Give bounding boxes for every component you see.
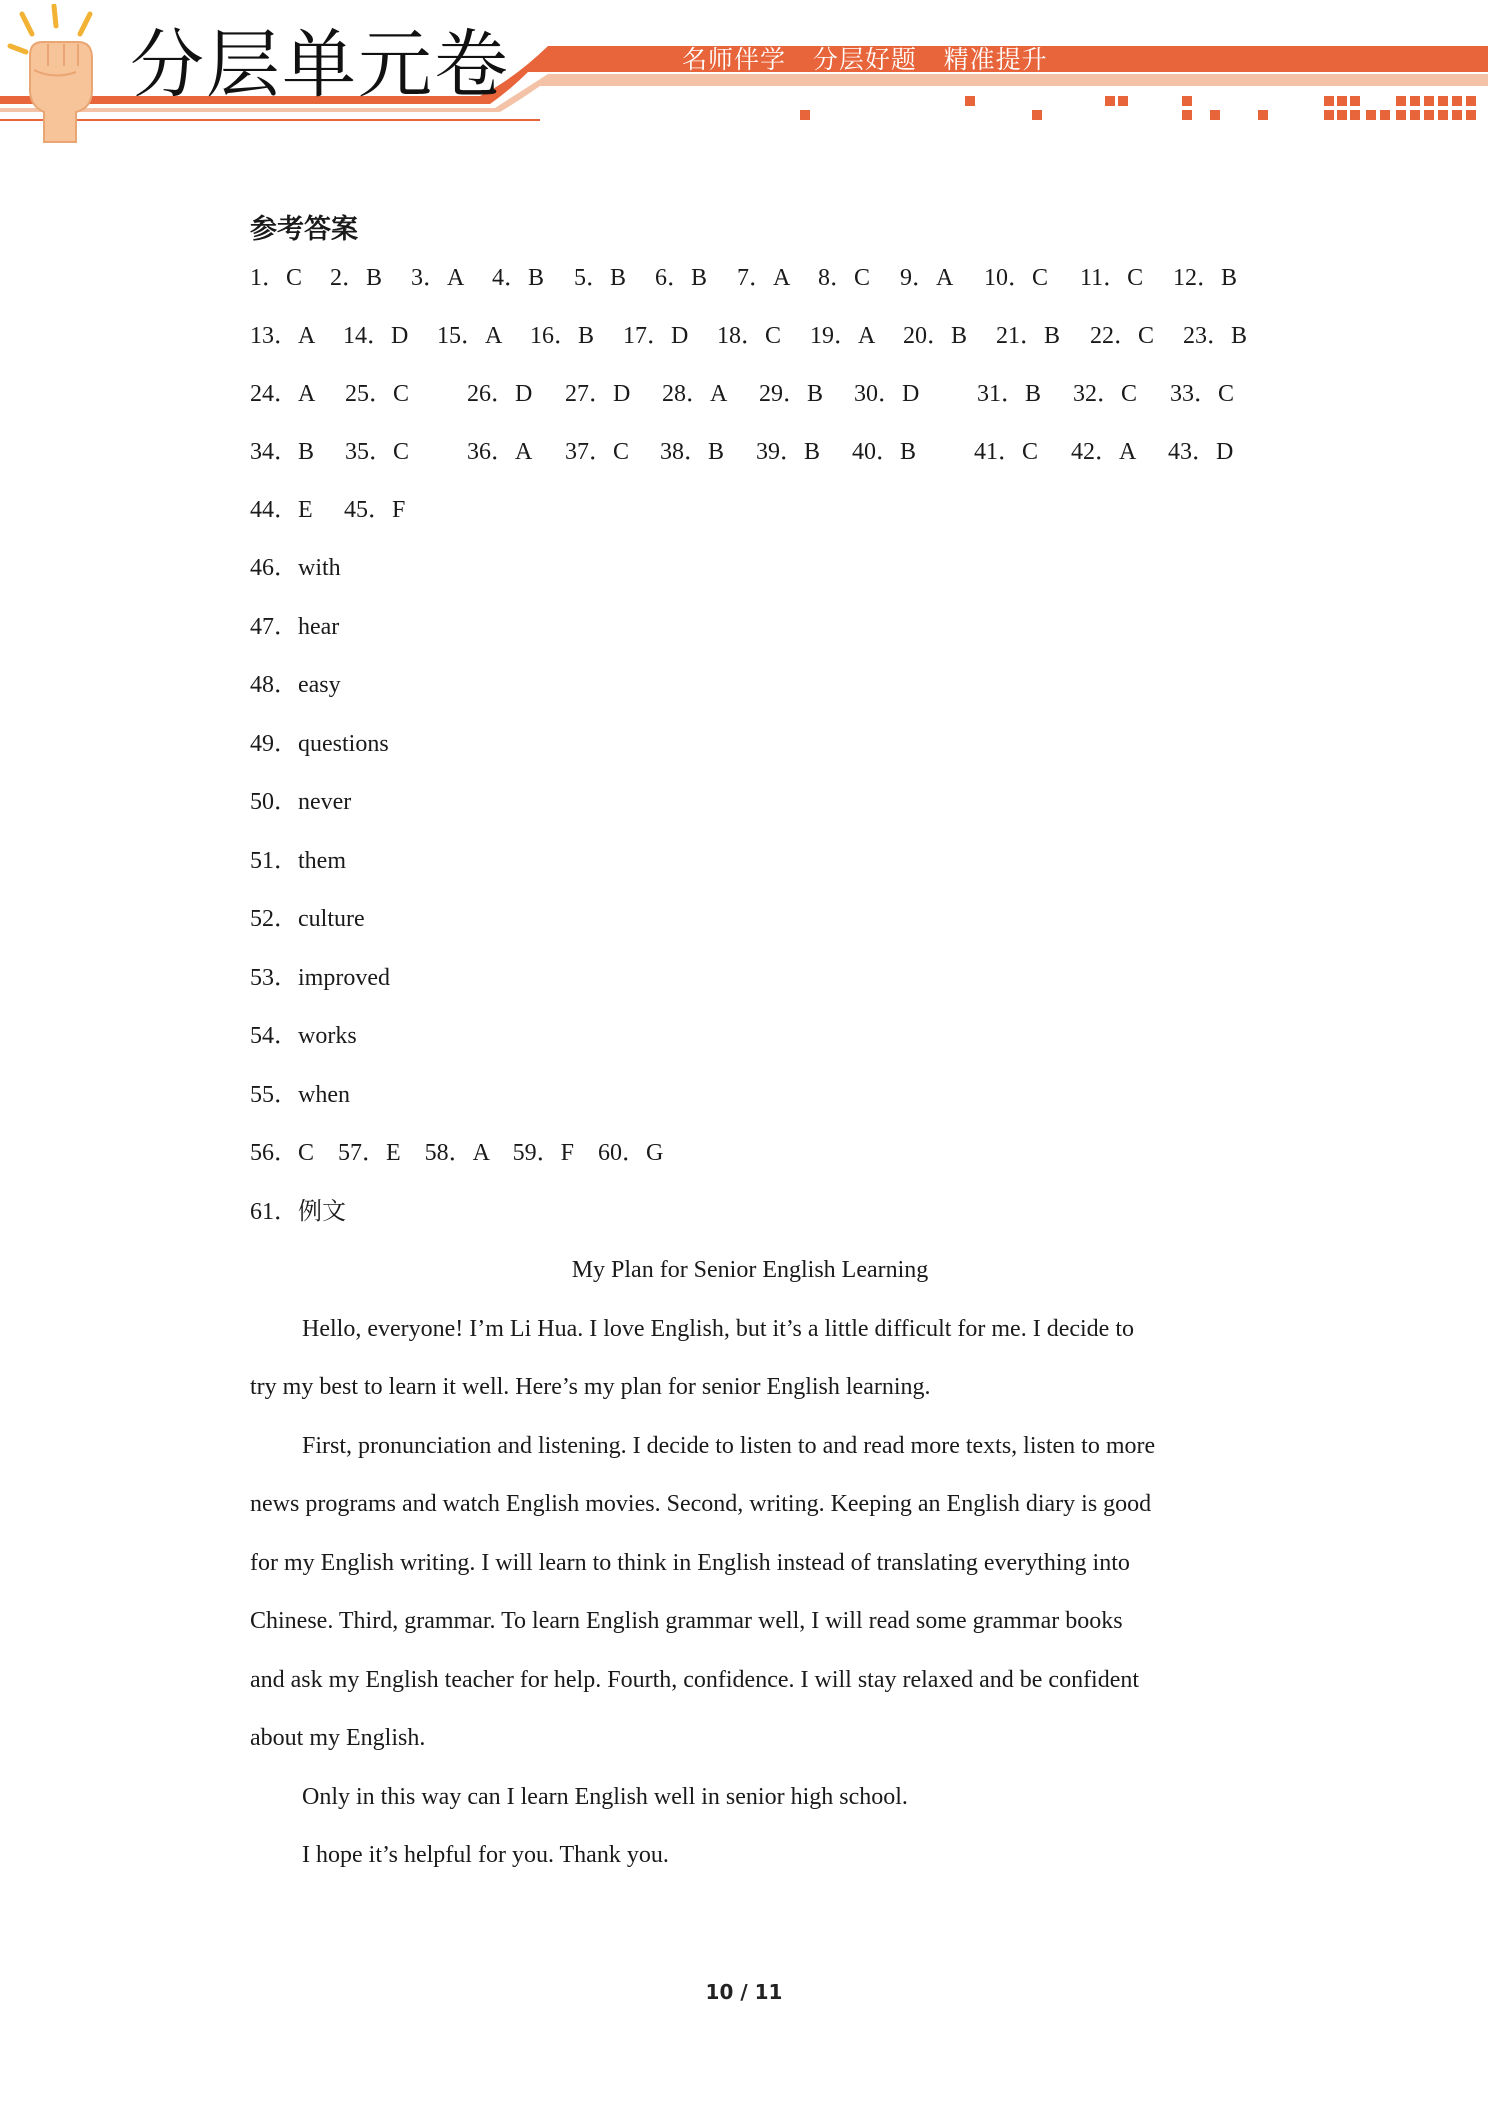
answer-key-heading: 参考答案 (250, 214, 358, 245)
essay-title: My Plan for Senior English Learning (571, 1257, 929, 1283)
mc-answer: 25．C (345, 381, 410, 407)
mc-answer: 3．A (411, 265, 465, 291)
essay-line: First, pronunciation and listening. I decide to listen to and read more texts, listen to more (302, 1432, 1156, 1459)
fill-answer: 48．easy (250, 672, 341, 698)
matching-answers: 56．C 57．E 58．A 59．F 60．G (250, 1140, 664, 1166)
mc-answer: 37．C (565, 439, 630, 465)
fill-answer: 55．when (250, 1081, 350, 1108)
essay-line: for my English writing. I will learn to think in English instead of translating everything into (250, 1549, 1130, 1576)
page-header (0, 0, 1488, 150)
mc-answer: 42．A (1071, 439, 1137, 465)
mc-answer: 39．B (756, 439, 821, 465)
fill-answer: 50．never (250, 789, 352, 815)
mc-answer-row (250, 430, 1250, 488)
fill-answer: 52．culture (250, 906, 365, 932)
mc-answer: 23．B (1183, 323, 1248, 349)
mc-answer: 45．F (344, 497, 406, 523)
mc-answer: 40．B (852, 439, 917, 465)
mc-answer-row (250, 314, 1250, 372)
mc-answer: 5．B (574, 265, 627, 291)
mc-answer: 17．D (623, 323, 689, 349)
fill-answer: 53．improved (250, 964, 390, 991)
essay-body (250, 1307, 1250, 1892)
mc-answer: 32．C (1073, 381, 1138, 407)
mc-answer: 12．B (1173, 265, 1238, 291)
essay-line: and ask my English teacher for help. Fourth, confidence. I will stay relaxed and be confident (250, 1666, 1140, 1693)
answer-key (250, 210, 1250, 1892)
mc-answer: 33．C (1170, 381, 1235, 407)
mc-answer: 30．D (854, 381, 920, 407)
mc-answer: 43．D (1168, 439, 1234, 465)
page-number: 10 / 11 (705, 1980, 783, 2004)
essay-line: Hello, everyone! I’m Li Hua. I love English, but it’s a little difficult for me. I decide to (302, 1315, 1134, 1342)
mc-answer: 8．C (818, 265, 871, 291)
mc-answer: 26．D (467, 381, 533, 407)
fill-answer: 47．hear (250, 613, 340, 640)
mc-answer: 7．A (737, 265, 791, 291)
essay-line: news programs and watch English movies. Second, writing. Keeping an English diary is good (250, 1491, 1152, 1517)
mc-answer: 20．B (903, 323, 968, 349)
fist-icon (4, 4, 114, 144)
brand-title: 分层单元卷 (130, 22, 510, 108)
mc-answer: 13．A (250, 323, 316, 349)
mc-answer: 35．C (345, 439, 410, 465)
mc-answer: 15．A (437, 323, 503, 349)
essay-line: I hope it’s helpful for you. Thank you. (302, 1842, 669, 1868)
mc-answer: 31．B (977, 381, 1042, 407)
mc-answer: 16．B (530, 323, 595, 349)
mc-answer: 41．C (974, 439, 1039, 465)
mc-answer: 10．C (984, 265, 1049, 291)
fill-answer: 46．with (250, 555, 341, 581)
mc-answer: 1．C (250, 265, 303, 291)
mc-answer: 11．C (1080, 265, 1144, 291)
mc-answer: 14．D (343, 323, 409, 349)
mc-answer: 36．A (467, 439, 533, 465)
mc-answer: 18．C (717, 323, 782, 349)
essay-line: try my best to learn it well. Here’s my plan for senior English learning. (250, 1374, 931, 1400)
brand-slogan: 名师伴学 分层好题 精准提升 (682, 45, 1048, 74)
fill-answer: 49．questions (250, 730, 389, 757)
mc-answer: 29．B (759, 381, 824, 407)
mc-answer: 28．A (662, 381, 728, 407)
mc-answer: 22．C (1090, 323, 1155, 349)
essay-line: Only in this way can I learn English well in senior high school. (302, 1783, 908, 1810)
mc-answer: 2．B (330, 265, 383, 291)
writing-label: 61．例文 (250, 1198, 346, 1225)
mc-answer: 24．A (250, 381, 316, 407)
mc-answer: 44．E (250, 497, 313, 523)
essay-line: Chinese. Third, grammar. To learn English grammar well, I will read some grammar books (250, 1608, 1123, 1634)
mc-answer: 6．B (655, 265, 708, 291)
mc-answer: 19．A (810, 323, 876, 349)
mc-answer-row (250, 372, 1250, 430)
mc-answer: 27．D (565, 381, 631, 407)
mc-answer: 21．B (996, 323, 1061, 349)
mc-answer: 38．B (660, 439, 725, 465)
mc-answer-row (250, 488, 1250, 546)
fill-answer: 51．them (250, 847, 346, 874)
mc-answer: 9．A (900, 265, 954, 291)
essay-line: about my English. (250, 1725, 426, 1751)
fill-answer: 54．works (250, 1023, 357, 1049)
mc-answer: 34．B (250, 439, 315, 465)
mc-answer: 4．B (492, 265, 545, 291)
mc-answer-row (250, 256, 1250, 314)
